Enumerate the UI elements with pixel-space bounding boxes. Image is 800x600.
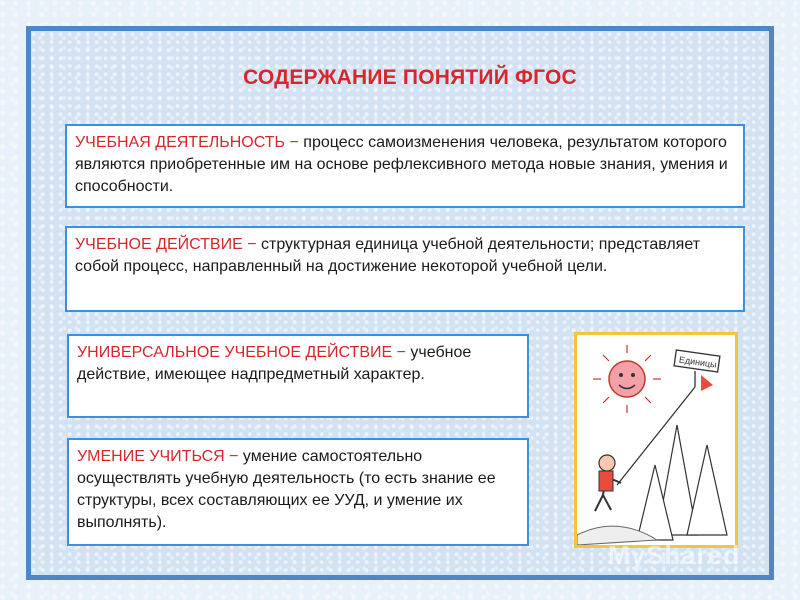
sign-icon [674,350,720,387]
sun-icon [593,345,661,413]
definition-box-universal-action [67,334,529,418]
definition-term: УЧЕБНОЕ ДЕЙСТВИЕ − [75,236,257,253]
slide-title: СОДЕРЖАНИЕ ПОНЯТИЙ ФГОС [243,66,577,89]
definition-text: структурная единица учебной деятельности; представляет собой процесс, направленный на достижение некоторой учебной цели. [75,236,701,275]
definition-box-learning-activity [65,124,745,208]
watermark: MyShared [608,540,741,570]
sign-text: Единицы [678,354,718,370]
definition-term: УНИВЕРСАЛЬНОЕ УЧЕБНОЕ ДЕЙСТВИЕ − [77,344,406,361]
definition-text: процесс самоизменения человека, результатом которого являются приобретенные им на основе рефлексивного метода новые знания, умения и способности. [75,134,728,195]
climber-drawing [577,335,735,545]
definition-term: УМЕНИЕ УЧИТЬСЯ − [77,448,239,465]
definition-text: учебное действие, имеющее надпредметный характер. [77,344,472,383]
climber-illustration [574,332,738,548]
definition-text: умение самостоятельно осуществлять учебную деятельность (то есть знание ее структуры, всех составляющих ее УУД, и умение их выполнять). [77,448,496,531]
climber-icon [595,455,621,511]
definition-term: УЧЕБНАЯ ДЕЯТЕЛЬНОСТЬ − [75,134,299,151]
flag-icon [701,375,713,391]
definition-box-learning-to-learn [67,438,529,546]
definition-box-learning-action [65,226,745,312]
